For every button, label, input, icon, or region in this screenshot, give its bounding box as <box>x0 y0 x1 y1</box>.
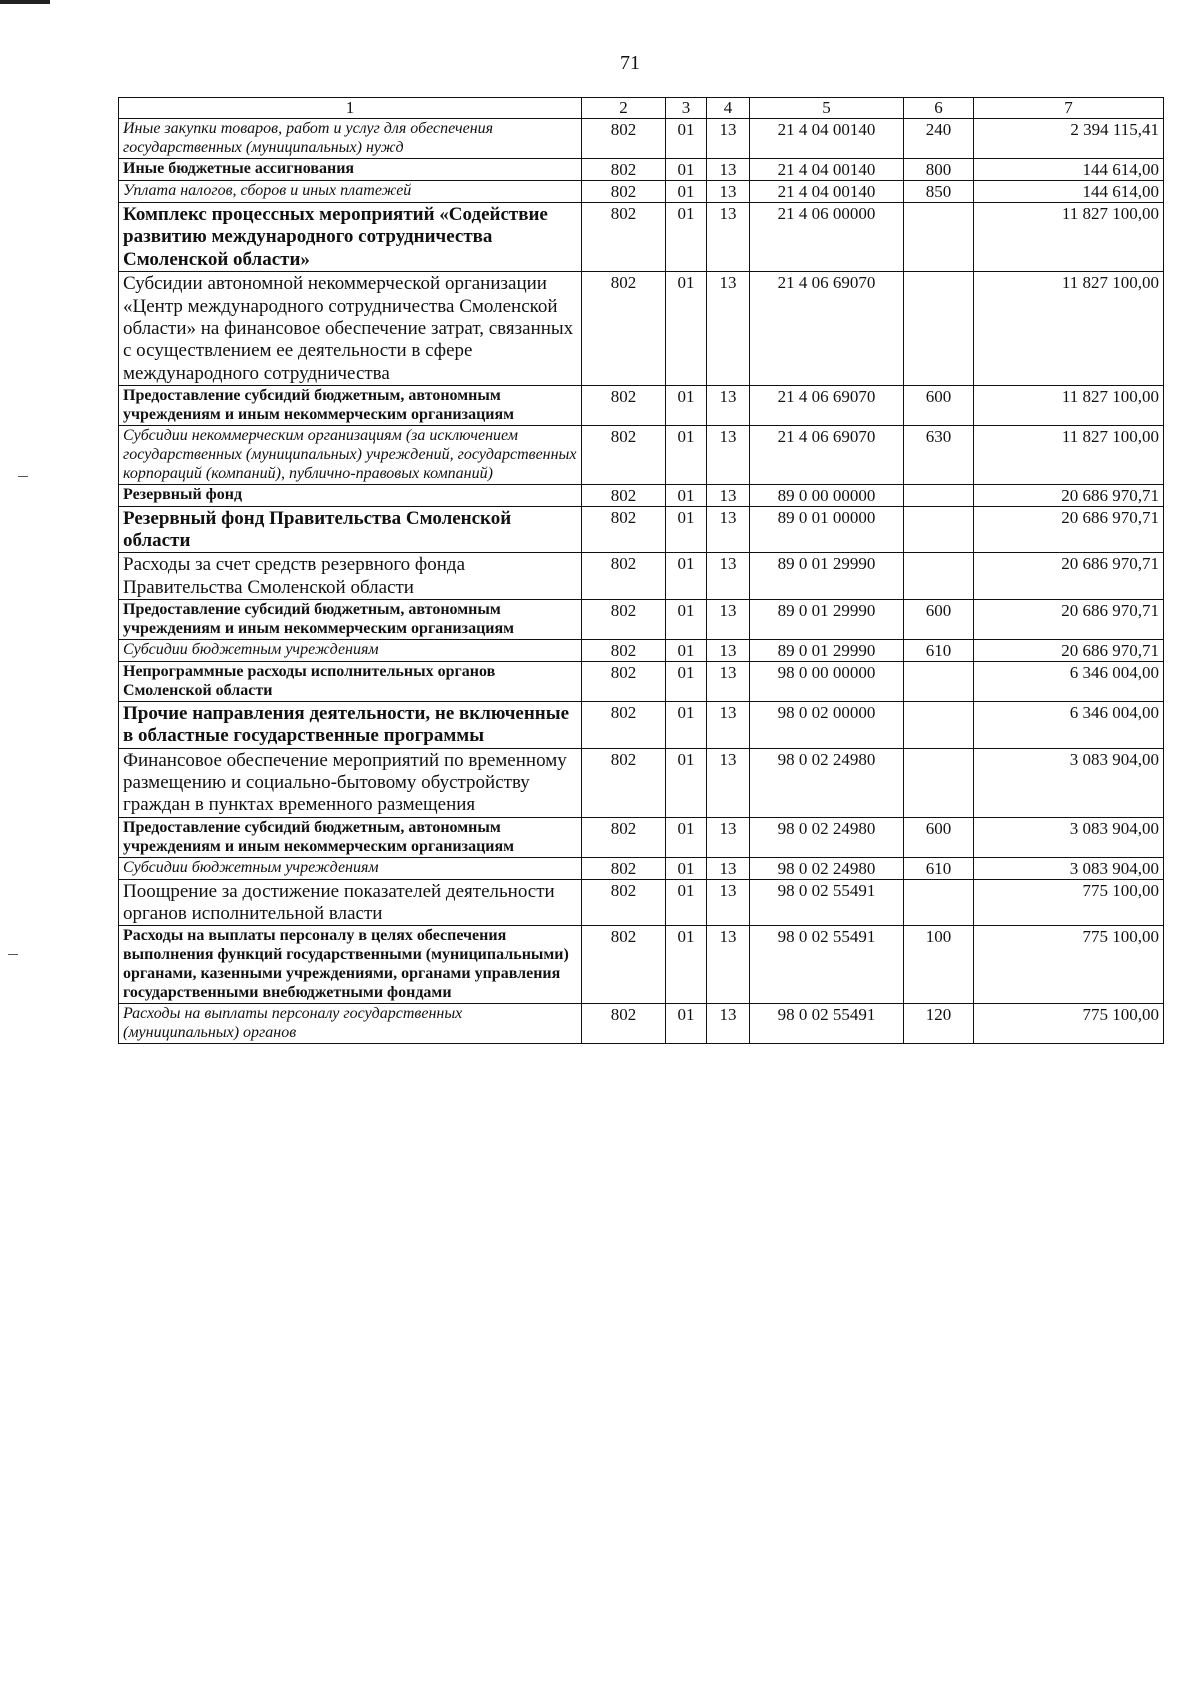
amount: 3 083 904,00 <box>974 748 1164 817</box>
section-code: 01 <box>666 425 707 484</box>
amount: 20 686 970,71 <box>974 639 1164 661</box>
ministry-code: 802 <box>582 272 666 386</box>
target-article-code: 21 4 04 00140 <box>750 180 904 202</box>
amount: 11 827 100,00 <box>974 202 1164 271</box>
amount: 20 686 970,71 <box>974 553 1164 600</box>
subsection-code: 13 <box>707 748 750 817</box>
target-article-code: 21 4 04 00140 <box>750 119 904 159</box>
row-name: Расходы на выплаты персоналу государственных (муниципальных) органов <box>119 1003 582 1043</box>
margin-mark <box>18 476 28 477</box>
expense-type-code: 240 <box>904 119 974 159</box>
target-article-code: 98 0 02 00000 <box>750 701 904 748</box>
table-row <box>119 553 1164 600</box>
row-name: Субсидии бюджетным учреждениям <box>119 857 582 879</box>
subsection-code: 13 <box>707 484 750 506</box>
subsection-code: 13 <box>707 817 750 857</box>
row-name: Предоставление субсидий бюджетным, автономным учреждениям и иным некоммерческим организациям <box>119 817 582 857</box>
column-header: 1 <box>119 98 582 119</box>
amount: 775 100,00 <box>974 926 1164 1004</box>
section-code: 01 <box>666 1003 707 1043</box>
ministry-code: 802 <box>582 701 666 748</box>
subsection-code: 13 <box>707 639 750 661</box>
row-name: Резервный фонд <box>119 484 582 506</box>
table-row <box>119 639 1164 661</box>
target-article-code: 89 0 00 00000 <box>750 484 904 506</box>
section-code: 01 <box>666 817 707 857</box>
section-code: 01 <box>666 180 707 202</box>
row-name: Прочие направления деятельности, не включенные в областные государственные программы <box>119 701 582 748</box>
ministry-code: 802 <box>582 553 666 600</box>
amount: 11 827 100,00 <box>974 425 1164 484</box>
amount: 775 100,00 <box>974 1003 1164 1043</box>
expense-type-code: 600 <box>904 600 974 640</box>
row-name: Непрограммные расходы исполнительных органов Смоленской области <box>119 661 582 701</box>
table-row <box>119 202 1164 271</box>
header-row <box>119 98 1164 119</box>
amount: 144 614,00 <box>974 180 1164 202</box>
column-header: 3 <box>666 98 707 119</box>
ministry-code: 802 <box>582 119 666 159</box>
table-row <box>119 661 1164 701</box>
subsection-code: 13 <box>707 701 750 748</box>
row-name: Расходы за счет средств резервного фонда Правительства Смоленской области <box>119 553 582 600</box>
expense-type-code <box>904 484 974 506</box>
target-article-code: 98 0 02 55491 <box>750 879 904 926</box>
row-name: Субсидии некоммерческим организациям (за исключением государственных (муниципальных) учреждений, государственных корпораций (компаний), публично-правовых компаний) <box>119 425 582 484</box>
row-name: Резервный фонд Правительства Смоленской области <box>119 506 582 553</box>
section-code: 01 <box>666 639 707 661</box>
ministry-code: 802 <box>582 425 666 484</box>
target-article-code: 98 0 02 24980 <box>750 857 904 879</box>
column-header: 4 <box>707 98 750 119</box>
ministry-code: 802 <box>582 661 666 701</box>
expense-type-code: 120 <box>904 1003 974 1043</box>
subsection-code: 13 <box>707 272 750 386</box>
section-code: 01 <box>666 600 707 640</box>
section-code: 01 <box>666 879 707 926</box>
expense-type-code <box>904 272 974 386</box>
expense-type-code: 850 <box>904 180 974 202</box>
target-article-code: 21 4 06 69070 <box>750 386 904 426</box>
ministry-code: 802 <box>582 879 666 926</box>
amount: 3 083 904,00 <box>974 857 1164 879</box>
subsection-code: 13 <box>707 879 750 926</box>
scan-edge-mark <box>0 0 50 4</box>
row-name: Уплата налогов, сборов и иных платежей <box>119 180 582 202</box>
row-name: Комплекс процессных мероприятий «Содействие развитию международного сотрудничества Смоленской области» <box>119 202 582 271</box>
table-row <box>119 748 1164 817</box>
expense-type-code: 610 <box>904 639 974 661</box>
ministry-code: 802 <box>582 158 666 180</box>
subsection-code: 13 <box>707 926 750 1004</box>
column-header: 5 <box>750 98 904 119</box>
subsection-code: 13 <box>707 158 750 180</box>
ministry-code: 802 <box>582 180 666 202</box>
table-row <box>119 386 1164 426</box>
table-row <box>119 600 1164 640</box>
row-name: Иные бюджетные ассигнования <box>119 158 582 180</box>
section-code: 01 <box>666 119 707 159</box>
target-article-code: 98 0 02 55491 <box>750 926 904 1004</box>
target-article-code: 89 0 01 29990 <box>750 600 904 640</box>
section-code: 01 <box>666 158 707 180</box>
target-article-code: 98 0 02 24980 <box>750 817 904 857</box>
target-article-code: 98 0 02 24980 <box>750 748 904 817</box>
table-row <box>119 817 1164 857</box>
amount: 144 614,00 <box>974 158 1164 180</box>
subsection-code: 13 <box>707 1003 750 1043</box>
subsection-code: 13 <box>707 425 750 484</box>
subsection-code: 13 <box>707 661 750 701</box>
target-article-code: 89 0 01 29990 <box>750 639 904 661</box>
target-article-code: 89 0 01 29990 <box>750 553 904 600</box>
target-article-code: 89 0 01 00000 <box>750 506 904 553</box>
amount: 20 686 970,71 <box>974 484 1164 506</box>
ministry-code: 802 <box>582 202 666 271</box>
expense-type-code: 800 <box>904 158 974 180</box>
table-row <box>119 506 1164 553</box>
table-row <box>119 180 1164 202</box>
target-article-code: 21 4 06 00000 <box>750 202 904 271</box>
expense-type-code <box>904 661 974 701</box>
row-name: Субсидии автономной некоммерческой организации «Центр международного сотрудничества Смоленской области» на финансовое обеспечение затрат, связанных с осуществлением ее деятельности в сфере международного сотрудничества <box>119 272 582 386</box>
expense-type-code <box>904 202 974 271</box>
expense-type-code <box>904 748 974 817</box>
amount: 11 827 100,00 <box>974 272 1164 386</box>
target-article-code: 98 0 02 55491 <box>750 1003 904 1043</box>
column-header: 7 <box>974 98 1164 119</box>
table-row <box>119 484 1164 506</box>
target-article-code: 21 4 04 00140 <box>750 158 904 180</box>
expense-type-code <box>904 506 974 553</box>
row-name: Предоставление субсидий бюджетным, автономным учреждениям и иным некоммерческим организациям <box>119 600 582 640</box>
target-article-code: 21 4 06 69070 <box>750 425 904 484</box>
subsection-code: 13 <box>707 506 750 553</box>
row-name: Иные закупки товаров, работ и услуг для обеспечения государственных (муниципальных) нужд <box>119 119 582 159</box>
amount: 6 346 004,00 <box>974 661 1164 701</box>
table-row <box>119 1003 1164 1043</box>
section-code: 01 <box>666 272 707 386</box>
expense-type-code: 600 <box>904 817 974 857</box>
table-row <box>119 857 1164 879</box>
ministry-code: 802 <box>582 857 666 879</box>
amount: 20 686 970,71 <box>974 600 1164 640</box>
section-code: 01 <box>666 553 707 600</box>
budget-table <box>118 97 1164 1044</box>
subsection-code: 13 <box>707 386 750 426</box>
amount: 2 394 115,41 <box>974 119 1164 159</box>
ministry-code: 802 <box>582 926 666 1004</box>
subsection-code: 13 <box>707 119 750 159</box>
amount: 11 827 100,00 <box>974 386 1164 426</box>
section-code: 01 <box>666 506 707 553</box>
expense-type-code: 630 <box>904 425 974 484</box>
ministry-code: 802 <box>582 484 666 506</box>
ministry-code: 802 <box>582 748 666 817</box>
ministry-code: 802 <box>582 817 666 857</box>
page-number: 71 <box>620 52 640 74</box>
expense-type-code <box>904 879 974 926</box>
table-row <box>119 119 1164 159</box>
subsection-code: 13 <box>707 180 750 202</box>
subsection-code: 13 <box>707 857 750 879</box>
section-code: 01 <box>666 202 707 271</box>
ministry-code: 802 <box>582 600 666 640</box>
target-article-code: 21 4 06 69070 <box>750 272 904 386</box>
row-name: Предоставление субсидий бюджетным, автономным учреждениям и иным некоммерческим организациям <box>119 386 582 426</box>
ministry-code: 802 <box>582 506 666 553</box>
table-row <box>119 158 1164 180</box>
column-header: 2 <box>582 98 666 119</box>
expense-type-code: 100 <box>904 926 974 1004</box>
section-code: 01 <box>666 701 707 748</box>
ministry-code: 802 <box>582 386 666 426</box>
margin-mark <box>8 954 18 955</box>
subsection-code: 13 <box>707 202 750 271</box>
section-code: 01 <box>666 926 707 1004</box>
subsection-code: 13 <box>707 553 750 600</box>
amount: 3 083 904,00 <box>974 817 1164 857</box>
amount: 6 346 004,00 <box>974 701 1164 748</box>
section-code: 01 <box>666 661 707 701</box>
expense-type-code: 610 <box>904 857 974 879</box>
row-name: Поощрение за достижение показателей деятельности органов исполнительной власти <box>119 879 582 926</box>
target-article-code: 98 0 00 00000 <box>750 661 904 701</box>
table-row <box>119 926 1164 1004</box>
expense-type-code <box>904 701 974 748</box>
amount: 775 100,00 <box>974 879 1164 926</box>
subsection-code: 13 <box>707 600 750 640</box>
section-code: 01 <box>666 484 707 506</box>
section-code: 01 <box>666 386 707 426</box>
expense-type-code: 600 <box>904 386 974 426</box>
table-row <box>119 425 1164 484</box>
row-name: Финансовое обеспечение мероприятий по временному размещению и социально-бытовому обустройству граждан в пунктах временного размещения <box>119 748 582 817</box>
row-name: Расходы на выплаты персоналу в целях обеспечения выполнения функций государственными (муниципальными) органами, казенными учреждениями, органами управления государственными внебюджетными фондами <box>119 926 582 1004</box>
ministry-code: 802 <box>582 639 666 661</box>
section-code: 01 <box>666 857 707 879</box>
table-row <box>119 879 1164 926</box>
section-code: 01 <box>666 748 707 817</box>
expense-type-code <box>904 553 974 600</box>
amount: 20 686 970,71 <box>974 506 1164 553</box>
row-name: Субсидии бюджетным учреждениям <box>119 639 582 661</box>
ministry-code: 802 <box>582 1003 666 1043</box>
table-row <box>119 701 1164 748</box>
column-header: 6 <box>904 98 974 119</box>
table-row <box>119 272 1164 386</box>
